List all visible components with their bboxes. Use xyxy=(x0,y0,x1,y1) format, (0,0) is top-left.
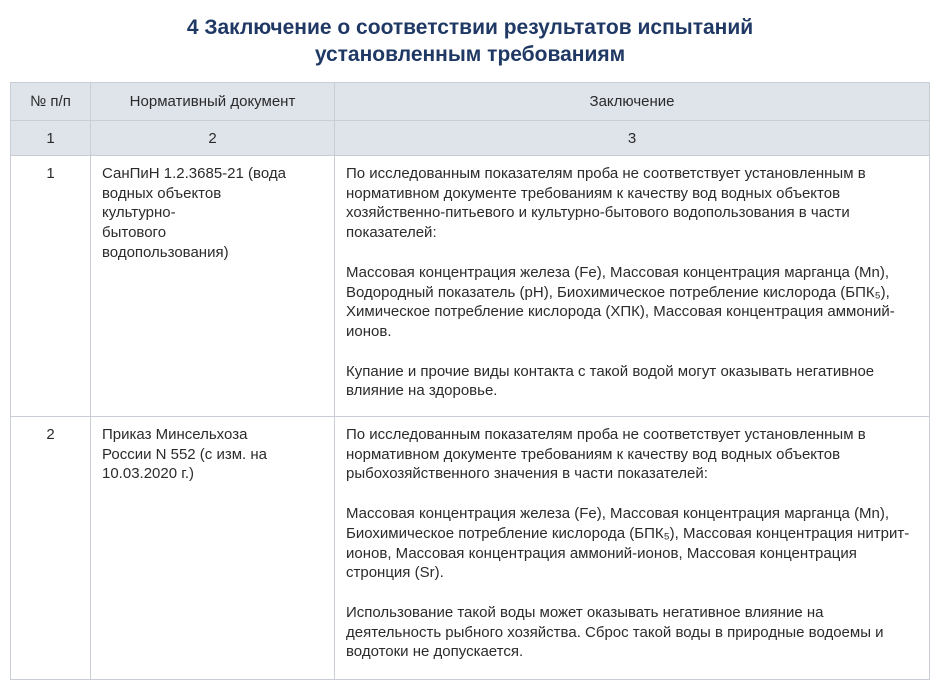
conclusion-paragraph: Массовая концентрация железа (Fe), Массовая концентрация марганца (Mn), Водородный показатель (pH), Биохимическое потребление кислорода (БПК₅), Химическое потребление кислорода (ХПК), Массовая концентрация аммоний-ионов. xyxy=(346,263,895,340)
document-text-line: водных объектов xyxy=(102,184,222,202)
column-number: 1 xyxy=(11,121,91,156)
conclusion-paragraph: По исследованным показателям проба не соответствует установленным в нормативном документе требованиям к качеству вод водных объектов рыбохозяйственного значения в части показателей: xyxy=(346,426,866,483)
header-number: № п/п xyxy=(11,83,91,121)
normative-document-cell xyxy=(91,156,335,417)
row-number: 1 xyxy=(11,156,91,417)
table-row xyxy=(11,156,930,417)
conclusion-paragraph: По исследованным показателям проба не соответствует установленным в нормативном документе требованиям к качеству вод водных объектов хозяйственно-питьевого и культурно-бытового водопользования в части показателей: xyxy=(346,165,866,242)
document-text-line: России N 552 (с изм. на xyxy=(102,445,267,463)
document-text-line: бытового xyxy=(102,224,167,242)
table-row xyxy=(11,417,930,680)
conclusion-paragraph: Использование такой воды может оказывать негативное влияние на деятельность рыбного хозяйства. Сброс такой воды в природные водоемы и водотоки не допускается. xyxy=(346,603,884,661)
column-number-row xyxy=(11,121,930,156)
header-normative-document: Нормативный документ xyxy=(91,83,335,121)
section-title xyxy=(0,14,940,68)
row-number: 2 xyxy=(11,417,91,680)
document-text-line: культурно- xyxy=(102,204,176,222)
conclusion-paragraph: Купание и прочие виды контакта с такой водой могут оказывать негативное влияние на здоровье. xyxy=(346,362,875,400)
document-text-line: водопользования) xyxy=(102,243,229,261)
conclusion-table xyxy=(10,82,930,680)
document-text-line: Приказ Минсельхоза xyxy=(102,426,248,443)
conclusion-cell xyxy=(335,417,930,680)
header-conclusion: Заключение xyxy=(335,83,930,121)
column-number: 2 xyxy=(91,121,335,156)
column-number: 3 xyxy=(335,121,930,156)
document-text-line: СанПиН 1.2.3685-21 (вода xyxy=(102,165,286,182)
conclusion-paragraph: Массовая концентрация железа (Fe), Массовая концентрация марганца (Mn), Биохимическое потребление кислорода (БПК₅), Массовая концентрация нитрит-ионов, Массовая концентрация аммоний-ионов, Массовая концентрация стронция (Sr). xyxy=(346,505,910,582)
document-text-line: 10.03.2020 г.) xyxy=(102,465,195,483)
table-header-row xyxy=(11,83,930,121)
section-title-line-2: установленным требованиям xyxy=(314,43,626,66)
section-title-line-1: 4 Заключение о соответствии результатов испытаний xyxy=(186,16,754,39)
normative-document-cell xyxy=(91,417,335,680)
conclusion-cell xyxy=(335,156,930,417)
